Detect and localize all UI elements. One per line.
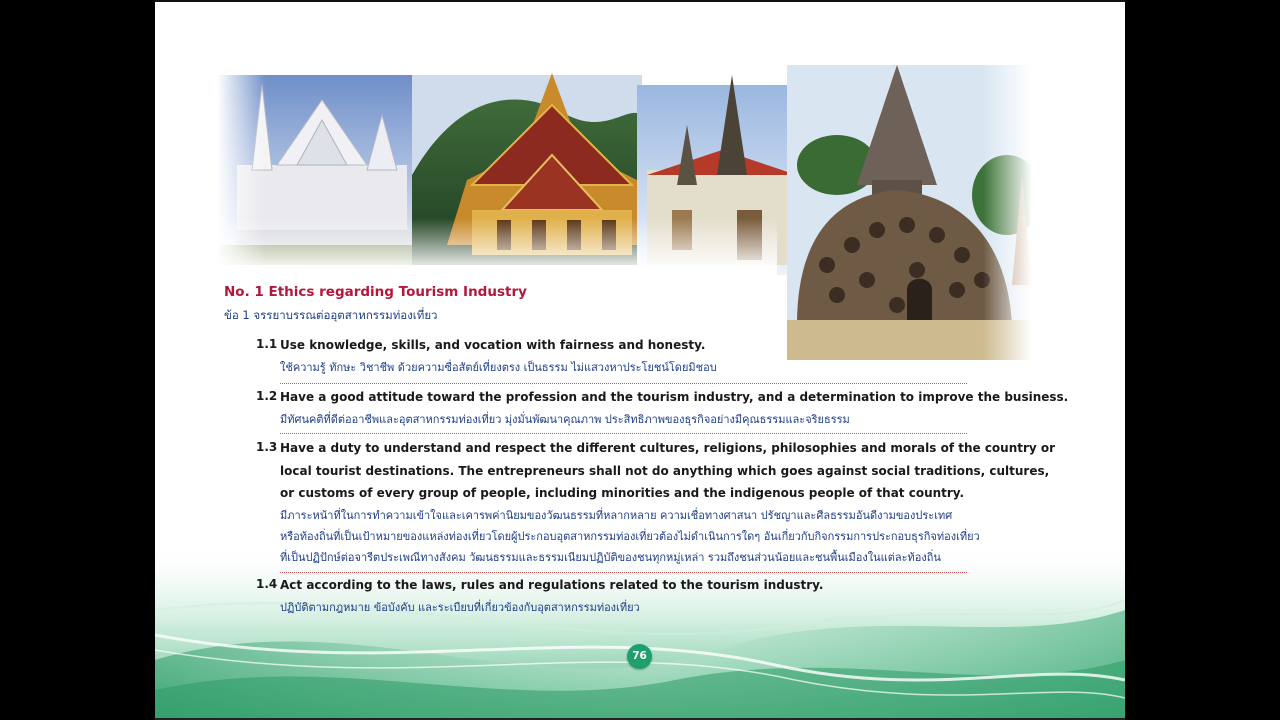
ethics-item-1-3 bbox=[256, 437, 1056, 568]
item-thai-text: ปฏิบัติตามกฎหมาย ข้อบังคับ และระเบียบที่เกี่ยวข้องกับอุตสาหกรรมท่องเที่ยว bbox=[280, 600, 640, 614]
ethics-item-1-4 bbox=[256, 574, 968, 618]
book-page bbox=[155, 0, 1125, 720]
section-title-english: No. 1 Ethics regarding Tourism Industry bbox=[224, 284, 527, 300]
section-title-thai: ข้อ 1 จรรยาบรรณต่ออุตสาหกรรมท่องเที่ยว bbox=[224, 308, 438, 322]
page-top-border bbox=[155, 0, 1125, 2]
item-thai-text: มีทัศนคติที่ดีต่ออาชีพและอุตสาหกรรมท่องเที่ยว มุ่งมั่นพัฒนาคุณภาพ ประสิทธิภาพของธุรกิจอย่างมีคุณธรรมและจริยธรรม bbox=[280, 412, 850, 426]
item-thai-line-1: มีภาระหน้าที่ในการทำความเข้าใจและเคารพค่านิยมของวัฒนธรรมที่หลากหลาย ความเชื่อทางศาสนา ปรัชญาและศีลธรรมอันดีงามของประเทศ bbox=[280, 508, 953, 522]
page-number-badge: 76 bbox=[627, 644, 652, 669]
item-english-text: Act according to the laws, rules and regulations related to the tourism industry. bbox=[280, 578, 824, 592]
dotted-divider bbox=[280, 383, 967, 384]
item-thai-line-3: ที่เป็นปฏิปักษ์ต่อจารีตประเพณีทางสังคม วัฒนธรรมและธรรมเนียมปฏิบัติของชนทุกหมู่เหล่า รวมถึงชนส่วนน้อยและชนพื้นเมืองในแต่ละท้องถิ่น bbox=[280, 550, 941, 564]
item-number: 1.4 bbox=[256, 577, 278, 591]
ethics-item-1-2 bbox=[256, 386, 1069, 430]
item-number: 1.1 bbox=[256, 337, 278, 351]
item-number: 1.2 bbox=[256, 389, 278, 403]
item-english-line-2: local tourist destinations. The entrepreneurs shall not do anything which goes against social traditions, cultures, bbox=[280, 463, 1050, 478]
item-english-line-1: Have a duty to understand and respect the different cultures, religions, philosophies and morals of the country or bbox=[280, 441, 1056, 455]
item-number: 1.3 bbox=[256, 440, 278, 454]
dotted-divider bbox=[280, 572, 967, 573]
item-english-text: Use knowledge, skills, and vocation with fairness and honesty. bbox=[280, 338, 706, 352]
item-thai-line-2: หรือท้องถิ่นที่เป็นเป้าหมายของแหล่งท่องเที่ยวโดยผู้ประกอบอุตสาหกรรมท่องเที่ยวต้องไม่ดำเนินการใดๆ อันเกี่ยวกับกิจกรรมการประกอบธุรกิจท่องเที่ยว bbox=[280, 529, 980, 543]
ethics-item-1-1 bbox=[256, 334, 968, 378]
dotted-divider bbox=[280, 433, 967, 434]
item-english-line-3: or customs of every group of people, including minorities and the indigenous people of that country. bbox=[280, 486, 965, 500]
item-english-text: Have a good attitude toward the profession and the tourism industry, and a determination to improve the business. bbox=[280, 390, 1069, 404]
item-thai-text: ใช้ความรู้ ทักษะ วิชาชีพ ด้วยความซื่อสัตย์เที่ยงตรง เป็นธรรม ไม่แสวงหาประโยชน์โดยมิชอบ bbox=[280, 360, 717, 374]
